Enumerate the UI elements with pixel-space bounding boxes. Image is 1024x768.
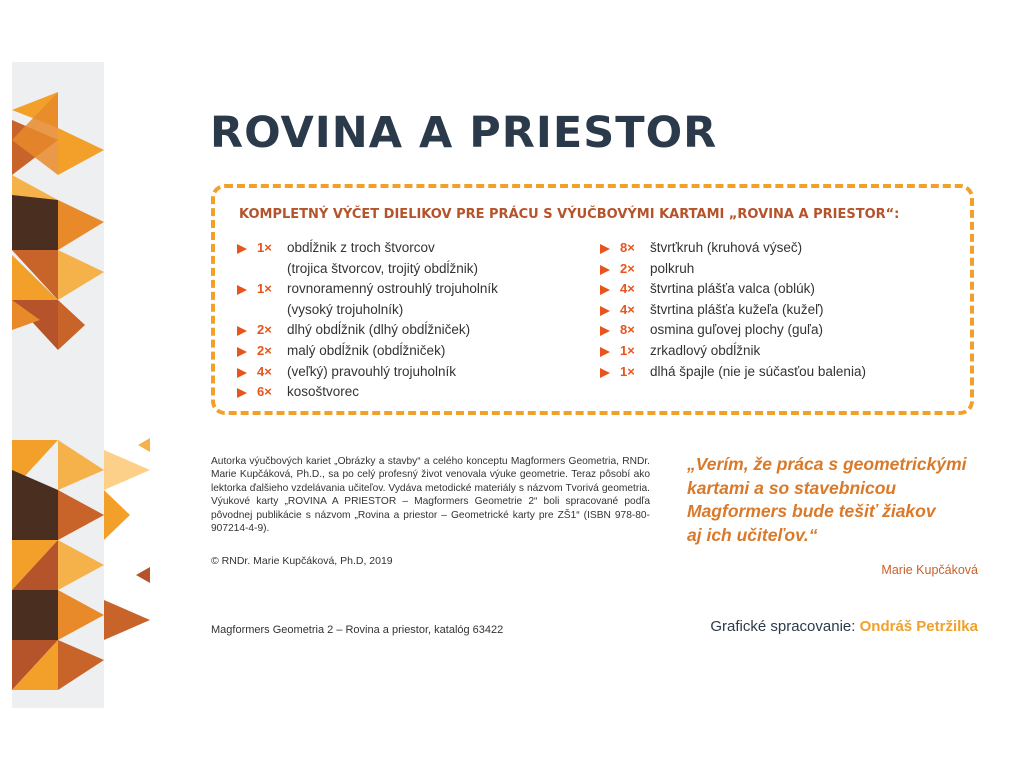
list-item	[237, 341, 567, 362]
item-description: dlhá špajle (nie je súčasťou balenia)	[650, 363, 866, 379]
item-quantity: 4×	[620, 281, 635, 297]
item-description: štvrťkruh (kruhová výseč)	[650, 240, 803, 255]
author-bio: Autorka výučbových kariet „Obrázky a stavby“ a celého konceptu Magformers Geometria, RNDr. Marie Kupčáková, Ph.D., sa po celý profesný život venovala výuke geometrie. Teraz pôsobí ako lektorka ďalšieho vzdelávania učiteľov. Vydáva metodické materiály s názvom Tvorivá geometria. Výukové karty „ROVINA A PRIESTOR – Magformers Geometrie 2“ boli spracované podľa pôvodnej publikácie s názvom „Rovina a priestor – Geometrické karty pre ZŠ1“ (ISBN 978-80-907214-4-9).	[211, 456, 650, 535]
triangle-bullet-icon	[237, 244, 247, 254]
item-quantity: 4×	[620, 301, 635, 317]
quote-author: Marie Kupčáková	[881, 563, 978, 577]
list-item	[237, 279, 567, 320]
list-item	[237, 362, 567, 383]
item-description: (veľký) pravouhlý trojuholník	[287, 363, 457, 379]
triangle-bullet-icon	[237, 368, 247, 378]
triangle-bullet-icon	[237, 388, 247, 398]
list-item	[600, 341, 960, 362]
item-description: štvrtina plášťa valca (oblúk)	[650, 281, 815, 297]
item-description: malý obdĺžnik (obdĺžniček)	[287, 342, 446, 358]
item-quantity: 2×	[257, 322, 272, 338]
quote-line: kartami a so stavebnicou	[687, 477, 897, 498]
item-alias: (trojica štvorcov, trojitý obdĺžnik)	[287, 260, 479, 276]
item-description: osmina guľovej plochy (guľa)	[650, 322, 823, 338]
list-item	[600, 362, 960, 383]
parts-list-box	[211, 184, 974, 415]
item-quantity: 8×	[620, 240, 635, 255]
list-item	[600, 320, 960, 341]
credits-name: Ondráš Petržilka	[859, 618, 978, 635]
list-item	[600, 279, 960, 300]
triangle-bullet-icon	[237, 347, 247, 357]
item-description: dlhý obdĺžnik (dlhý obdĺžniček)	[287, 322, 471, 338]
item-quantity: 1×	[257, 281, 272, 297]
triangle-bullet-icon	[600, 244, 610, 254]
item-quantity: 2×	[257, 342, 272, 358]
page-title: ROVINA A PRIESTOR	[210, 108, 718, 158]
triangle-bullet-icon	[600, 368, 610, 378]
item-description: rovnoramenný ostrouhlý trojuholník	[287, 281, 498, 297]
item-quantity: 2×	[620, 260, 635, 276]
item-quantity: 8×	[620, 322, 635, 338]
triangle-bullet-icon	[600, 347, 610, 357]
item-description: štvrtina plášťa kužeľa (kužeľ)	[650, 301, 824, 317]
triangle-bullet-icon	[237, 326, 247, 336]
graphic-credits	[710, 618, 978, 635]
item-description: obdĺžnik z troch štvorcov	[287, 240, 435, 255]
catalog-info: Magformers Geometria 2 – Rovina a priestor, katalóg 63422	[211, 624, 504, 636]
quote-line: aj ich učiteľov.“	[687, 524, 818, 545]
item-quantity: 1×	[257, 240, 272, 255]
copyright-notice: © RNDr. Marie Kupčáková, Ph.D, 2019	[211, 555, 393, 567]
item-quantity: 1×	[620, 342, 635, 358]
item-alias: (vysoký trojuholník)	[287, 301, 404, 317]
item-quantity: 6×	[257, 384, 272, 400]
list-item	[237, 238, 567, 279]
list-item	[600, 300, 960, 321]
triangle-bullet-icon	[600, 306, 610, 316]
item-description: kosoštvorec	[287, 384, 360, 400]
triangle-bullet-icon	[600, 265, 610, 275]
list-item	[237, 382, 567, 403]
list-item	[237, 320, 567, 341]
item-quantity: 1×	[620, 363, 635, 379]
item-description: zrkadlový obdĺžnik	[650, 342, 761, 358]
triangle-bullet-icon	[600, 326, 610, 336]
triangle-bullet-icon	[237, 285, 247, 295]
credits-label: Grafické spracovanie:	[710, 618, 856, 635]
quote-line: Magformers bude tešiť žiakov	[687, 501, 936, 521]
parts-list-heading: KOMPLETNÝ VÝČET DIELIKOV PRE PRÁCU S VÝUČBOVÝMI KARTAMI „ROVINA A PRIESTOR“:	[239, 207, 900, 222]
list-item	[600, 238, 960, 259]
quote-line: „Verím, že práca s geometrickými	[687, 454, 967, 474]
parts-list-left	[237, 238, 567, 403]
triangle-bullet-icon	[600, 285, 610, 295]
item-description: polkruh	[650, 260, 695, 276]
author-quote	[687, 453, 987, 547]
list-item	[600, 259, 960, 280]
parts-list-right	[600, 238, 960, 382]
decorative-triangles	[0, 0, 160, 768]
item-quantity: 4×	[257, 363, 272, 379]
